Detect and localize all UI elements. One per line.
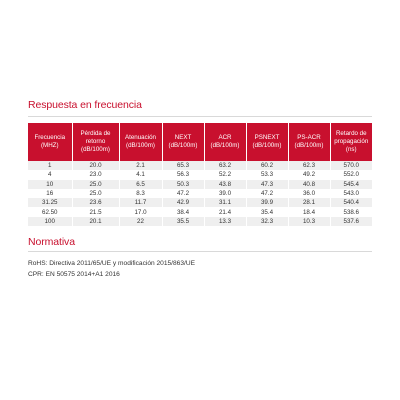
table-cell: 49.2	[288, 170, 330, 179]
table-cell: 23.6	[72, 198, 119, 207]
table-cell: 39.9	[246, 198, 288, 207]
header-acr: ACR (dB/100m)	[204, 123, 246, 161]
table-cell: 31.25	[28, 198, 72, 207]
table-cell: 16	[28, 189, 72, 198]
table-cell: 8.3	[119, 189, 162, 198]
table-cell: 17.0	[119, 207, 162, 216]
table-cell: 38.4	[162, 207, 204, 216]
table-cell: 21.4	[204, 207, 246, 216]
table-cell: 47.2	[246, 189, 288, 198]
table-row	[28, 189, 372, 198]
table-row	[28, 161, 372, 170]
table-cell: 545.4	[330, 180, 372, 189]
table-header-row	[28, 123, 372, 161]
table-cell: 552.0	[330, 170, 372, 179]
table-cell: 65.3	[162, 161, 204, 170]
table-cell: 20.0	[72, 161, 119, 170]
table-cell: 47.3	[246, 180, 288, 189]
table-cell: 56.3	[162, 170, 204, 179]
table-cell: 543.0	[330, 189, 372, 198]
header-psnext: PSNEXT (dB/100m)	[246, 123, 288, 161]
header-atenuacion: Atenuación (dB/100m)	[119, 123, 162, 161]
table-cell: 25.0	[72, 189, 119, 198]
header-perdida-retorno: Pérdida de retorno (dB/100m)	[72, 123, 119, 161]
table-cell: 36.0	[288, 189, 330, 198]
table-cell: 537.6	[330, 217, 372, 226]
table-cell: 47.2	[162, 189, 204, 198]
frequency-response-table	[28, 123, 372, 226]
table-cell: 63.2	[204, 161, 246, 170]
table-cell: 22	[119, 217, 162, 226]
section-divider	[28, 116, 372, 117]
table-cell: 62.50	[28, 207, 72, 216]
table-cell: 62.3	[288, 161, 330, 170]
table-cell: 6.5	[119, 180, 162, 189]
table-cell: 10.3	[288, 217, 330, 226]
frequency-response-title: Respuesta en frecuencia	[28, 99, 142, 111]
table-cell: 13.3	[204, 217, 246, 226]
normativa-cpr-line: CPR: EN 50575 2014+A1 2016	[28, 271, 120, 278]
table-cell: 21.5	[72, 207, 119, 216]
table-cell: 42.9	[162, 198, 204, 207]
table-cell: 32.3	[246, 217, 288, 226]
table-row	[28, 170, 372, 179]
header-frecuencia: Frecuencia (MHZ)	[28, 123, 72, 161]
table-cell: 4	[28, 170, 72, 179]
normativa-rohs-line: RoHS: Directiva 2011/65/UE y modificación 2015/863/UE	[28, 260, 196, 267]
table-cell: 39.0	[204, 189, 246, 198]
table-cell: 35.4	[246, 207, 288, 216]
normativa-title: Normativa	[28, 236, 75, 248]
table-cell: 40.8	[288, 180, 330, 189]
table-cell: 25.0	[72, 180, 119, 189]
table-row	[28, 217, 372, 226]
table-cell: 2.1	[119, 161, 162, 170]
header-next: NEXT (dB/100m)	[162, 123, 204, 161]
table-cell: 1	[28, 161, 72, 170]
table-cell: 60.2	[246, 161, 288, 170]
table-cell: 100	[28, 217, 72, 226]
table-cell: 18.4	[288, 207, 330, 216]
table-cell: 23.0	[72, 170, 119, 179]
table-cell: 570.0	[330, 161, 372, 170]
header-retardo-propagacion: Retardo de propagación (ns)	[330, 123, 372, 161]
section-divider	[28, 251, 372, 252]
table-cell: 43.8	[204, 180, 246, 189]
table-cell: 52.2	[204, 170, 246, 179]
table-cell: 540.4	[330, 198, 372, 207]
table-cell: 538.6	[330, 207, 372, 216]
header-ps-acr: PS-ACR (dB/100m)	[288, 123, 330, 161]
table-cell: 20.1	[72, 217, 119, 226]
table-row	[28, 198, 372, 207]
table-cell: 35.5	[162, 217, 204, 226]
table-cell: 10	[28, 180, 72, 189]
table-cell: 4.1	[119, 170, 162, 179]
table-row	[28, 180, 372, 189]
table-cell: 31.1	[204, 198, 246, 207]
table-cell: 50.3	[162, 180, 204, 189]
table-cell: 11.7	[119, 198, 162, 207]
table-row	[28, 207, 372, 216]
table-cell: 53.3	[246, 170, 288, 179]
table-cell: 28.1	[288, 198, 330, 207]
